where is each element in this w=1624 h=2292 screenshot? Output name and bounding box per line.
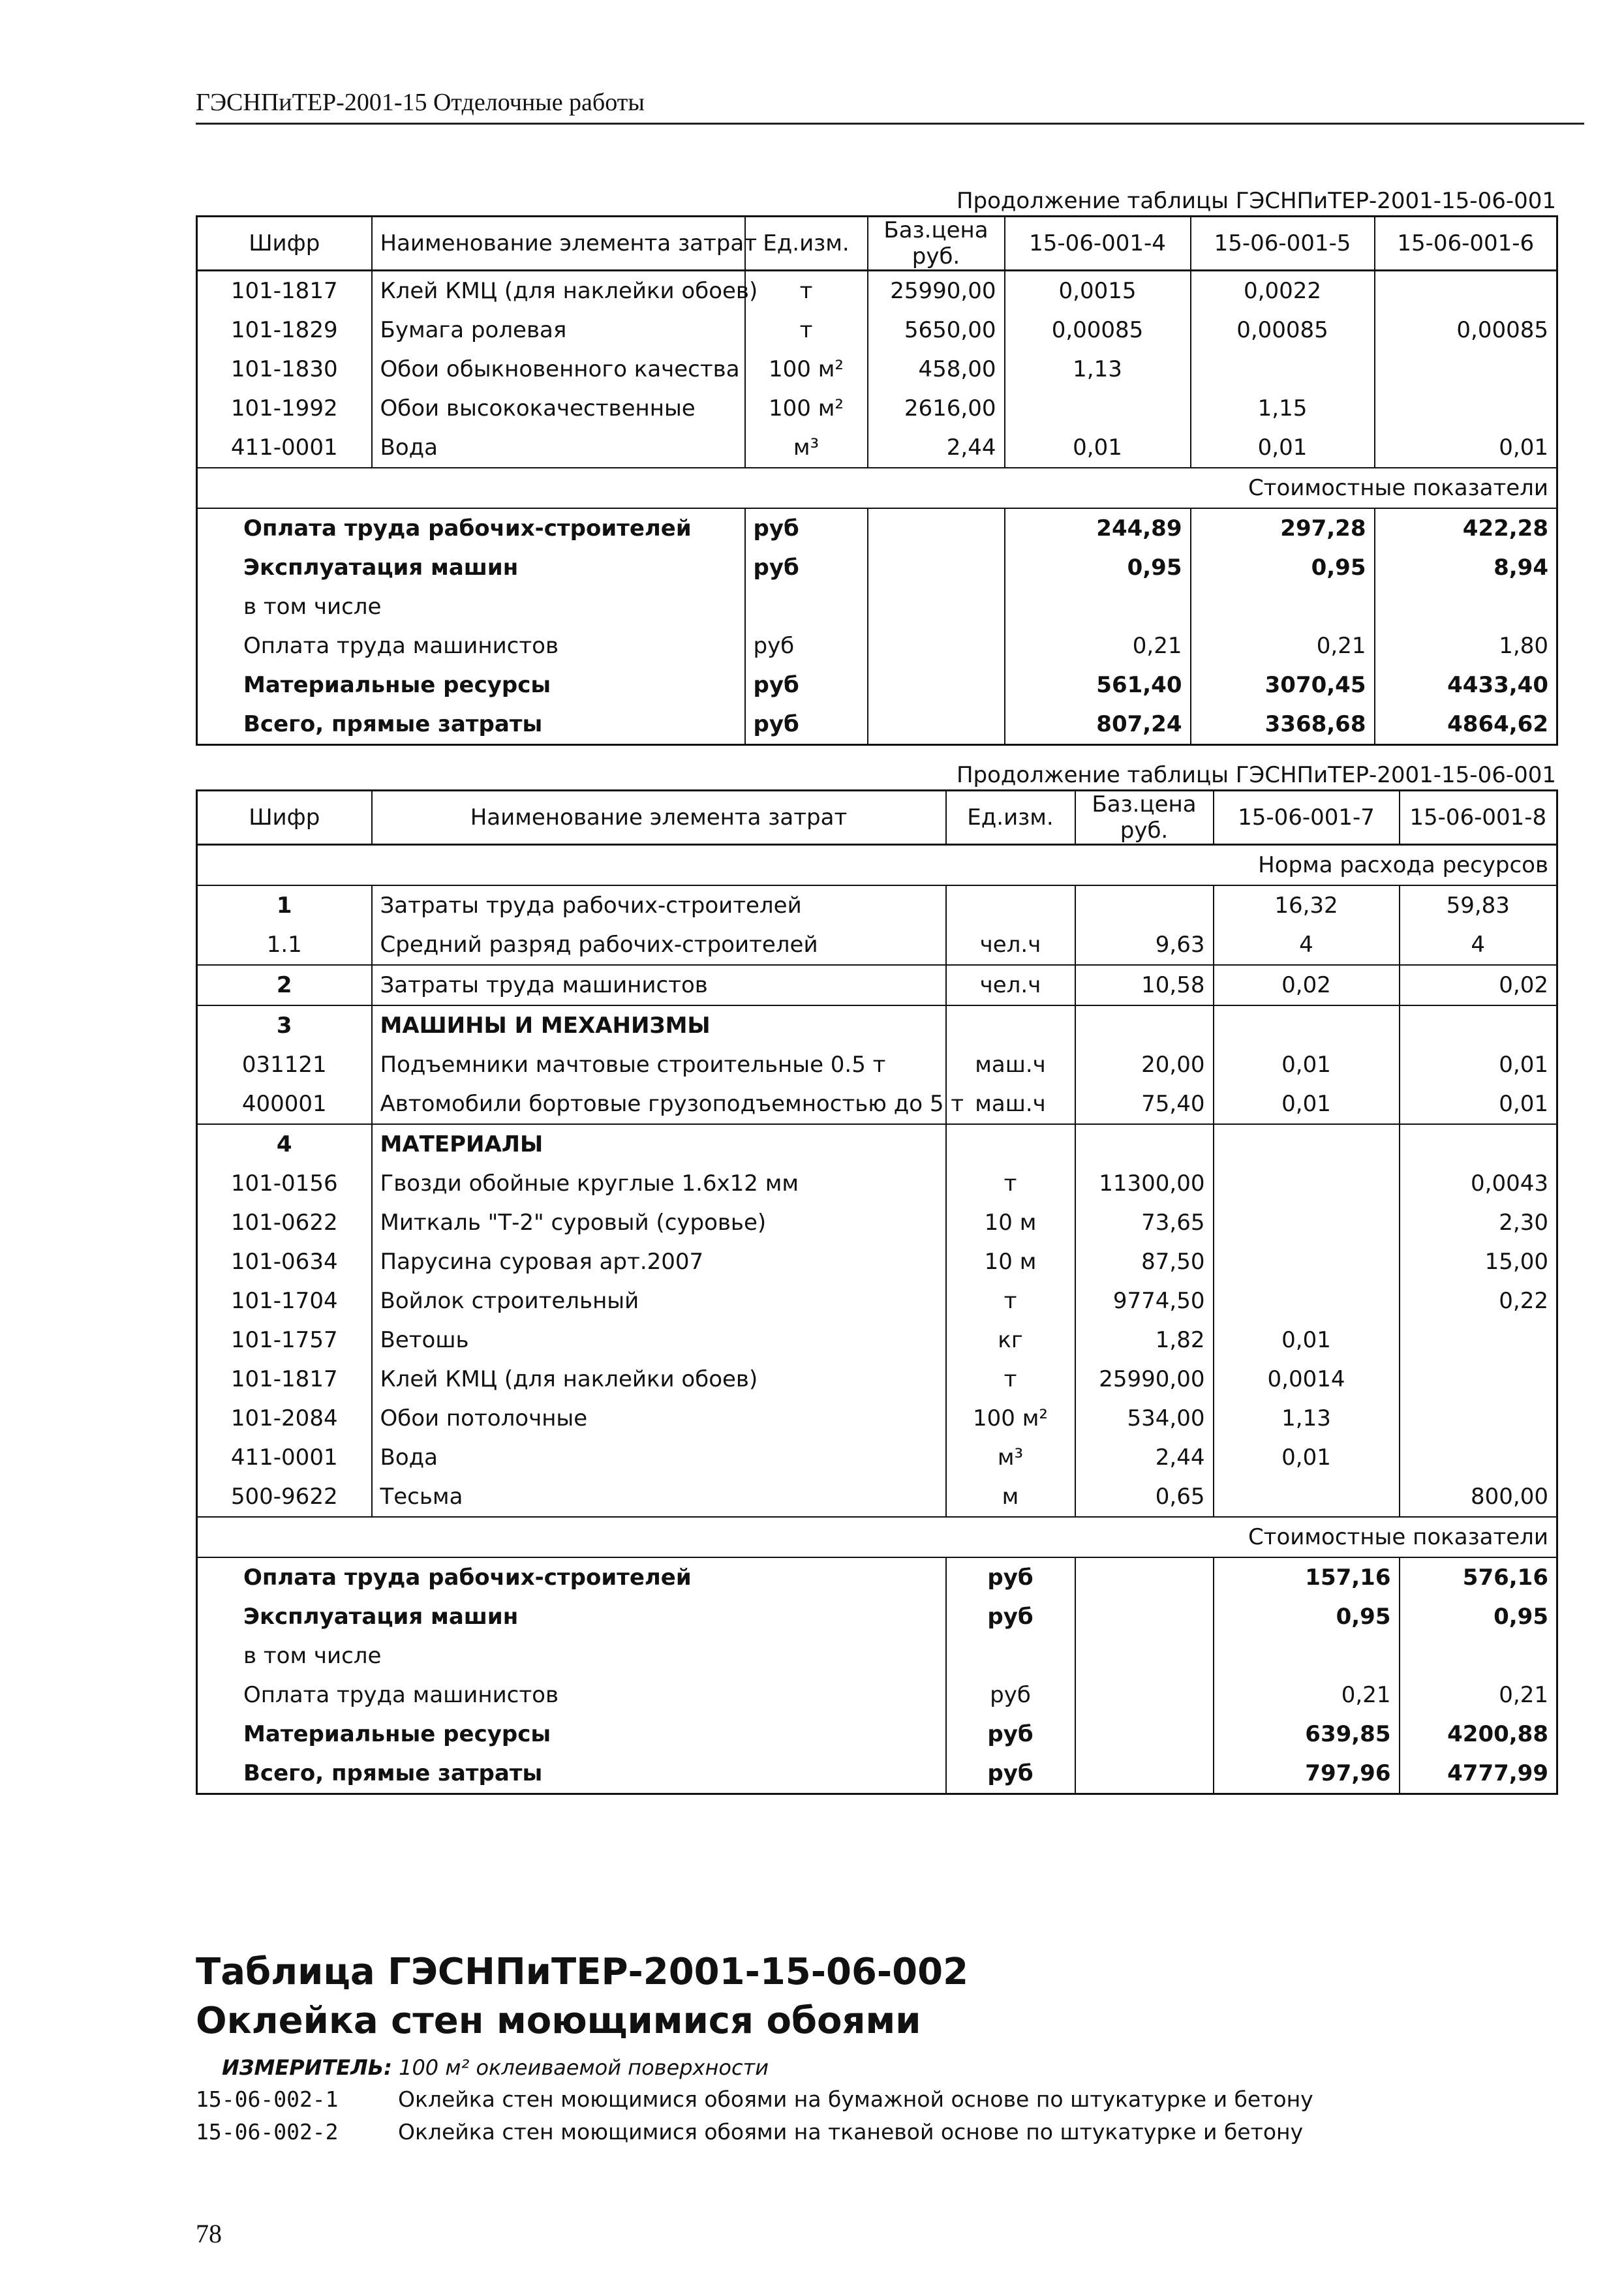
header-price: Баз.цена руб. [1075, 791, 1214, 845]
row-unit: т [946, 1164, 1075, 1203]
row-price: 9774,50 [1075, 1281, 1214, 1321]
row-unit: м³ [745, 428, 868, 468]
cost-row [197, 626, 1557, 665]
row-value: 0,01 [1499, 435, 1548, 461]
row-price: 75,40 [1075, 1084, 1214, 1124]
cost-value: 297,28 [1191, 508, 1375, 548]
cost-label: Эксплуатация машин [197, 1597, 946, 1636]
row-price: 0,65 [1075, 1477, 1214, 1517]
row-name: Тесьма [372, 1477, 946, 1517]
measure-label: ИЗМЕРИТЕЛЬ: [222, 2055, 392, 2080]
header-name: Наименование элемента затрат [372, 217, 745, 271]
table-row [197, 428, 1557, 468]
row-value: 0,01 [1214, 1084, 1400, 1124]
row-value: 0,0043 [1471, 1170, 1548, 1197]
row-unit: м [946, 1477, 1075, 1517]
norm-band-label: Норма расхода ресурсов [197, 845, 1557, 886]
cost-label: Всего, прямые затраты [197, 705, 745, 745]
table-row [197, 1124, 1557, 1164]
table-row [197, 1045, 1557, 1084]
table-row [197, 1164, 1557, 1203]
running-header: ГЭСНПиТЕР-2001-15 Отделочные работы [196, 89, 645, 116]
row-price: 25990,00 [868, 271, 1005, 311]
table1 [196, 215, 1558, 746]
row-price: 87,50 [1075, 1242, 1214, 1281]
row-unit: 100 м² [745, 350, 868, 389]
item-desc: Оклейка стен моющимися обоями на бумажной основе по штукатурке и бетону [398, 2086, 1313, 2112]
table-row [197, 1005, 1557, 1045]
row-value: 4 [1214, 925, 1400, 965]
cost-value: 0,95 [1191, 548, 1375, 587]
row-unit: маш.ч [946, 1045, 1075, 1084]
row-code: 1 [197, 885, 372, 925]
cost-value: 4433,40 [1447, 672, 1548, 698]
row-code: 101-2084 [197, 1399, 372, 1438]
row-price: 2616,00 [868, 389, 1005, 428]
table2 [196, 789, 1558, 1795]
row-price: 25990,00 [1075, 1360, 1214, 1399]
row-price: 2,44 [868, 428, 1005, 468]
cost-value: 4864,62 [1447, 711, 1548, 737]
row-name: Затраты труда машинистов [372, 965, 946, 1005]
row-code: 1.1 [197, 925, 372, 965]
header-col-4: 15-06-001-4 [1005, 217, 1191, 271]
row-code: 3 [197, 1005, 372, 1045]
row-unit: т [946, 1360, 1075, 1399]
norm-band-row [197, 845, 1557, 886]
cost-row [197, 1715, 1557, 1754]
cost-row [197, 587, 1557, 626]
row-price: 20,00 [1075, 1045, 1214, 1084]
cost-row [197, 1754, 1557, 1794]
row-price: 11300,00 [1075, 1164, 1214, 1203]
row-price: 2,44 [1075, 1438, 1214, 1477]
cost-label: Материальные ресурсы [197, 665, 745, 705]
table-row [197, 350, 1557, 389]
row-price [1075, 885, 1214, 925]
table-row [197, 965, 1557, 1005]
page-number: 78 [196, 2219, 222, 2248]
cost-row [197, 1557, 1557, 1597]
row-price: 5650,00 [868, 311, 1005, 350]
row-name: Ветошь [372, 1321, 946, 1360]
row-code: 101-1704 [197, 1281, 372, 1321]
cost-value: 797,96 [1214, 1754, 1400, 1794]
row-unit [946, 885, 1075, 925]
cost-value: 0,95 [1494, 1604, 1548, 1630]
row-value [1214, 1477, 1400, 1517]
row-name: Войлок строительный [372, 1281, 946, 1321]
cost-value: 0,95 [1214, 1597, 1400, 1636]
cost-value: 1,80 [1499, 633, 1548, 659]
row-value: 0,0022 [1191, 271, 1375, 311]
row-name: Обои потолочные [372, 1399, 946, 1438]
header-col-6: 15-06-001-6 [1375, 217, 1557, 271]
row-value: 59,83 [1446, 893, 1510, 919]
row-code: 101-0634 [197, 1242, 372, 1281]
row-value [1214, 1164, 1400, 1203]
row-unit: маш.ч [946, 1084, 1075, 1124]
row-unit: м³ [946, 1438, 1075, 1477]
row-unit: кг [946, 1321, 1075, 1360]
row-name: Бумага ролевая [372, 311, 745, 350]
row-value: 0,22 [1499, 1288, 1548, 1314]
cost-label: Всего, прямые затраты [197, 1754, 946, 1794]
row-value: 4 [1471, 932, 1486, 958]
row-value [1214, 1203, 1400, 1242]
row-unit: чел.ч [946, 965, 1075, 1005]
cost-unit: руб [745, 548, 868, 587]
item-code: 15-06-002-1 [196, 2086, 339, 2112]
row-unit: 100 м² [946, 1399, 1075, 1438]
cost-value: 0,21 [1191, 626, 1375, 665]
cost-row [197, 1675, 1557, 1715]
section-subtitle: Оклейка стен моющимися обоями [196, 2000, 921, 2042]
row-value: 0,01 [1499, 1091, 1548, 1117]
header-col-5: 15-06-001-5 [1191, 217, 1375, 271]
row-price: 1,82 [1075, 1321, 1214, 1360]
cost-label: в том числе [197, 587, 745, 626]
cost-label: Материальные ресурсы [197, 1715, 946, 1754]
row-name: Затраты труда рабочих-строителей [372, 885, 946, 925]
row-name: Миткаль "Т-2" суровый (суровье) [372, 1203, 946, 1242]
row-value [1214, 1281, 1400, 1321]
row-value: 1,13 [1214, 1399, 1400, 1438]
cost-value: 561,40 [1005, 665, 1191, 705]
table-row [197, 271, 1557, 311]
cost-label: Оплата труда рабочих-строителей [197, 1557, 946, 1597]
cost-unit: руб [946, 1675, 1075, 1715]
header-code: Шифр [197, 217, 372, 271]
row-name: Клей КМЦ (для наклейки обоев) [372, 271, 745, 311]
table2-continuation: Продолжение таблицы ГЭСНПиТЕР-2001-15-06-001 [956, 762, 1556, 788]
cost-value: 807,24 [1005, 705, 1191, 745]
row-name: Гвозди обойные круглые 1.6x12 мм [372, 1164, 946, 1203]
row-value: 0,01 [1214, 1438, 1400, 1477]
cost-value: 4777,99 [1447, 1760, 1548, 1786]
row-unit: 10 м [946, 1242, 1075, 1281]
header-col-8: 15-06-001-8 [1400, 791, 1557, 845]
header-code: Шифр [197, 791, 372, 845]
table-row [197, 1399, 1557, 1438]
row-name: Подъемники мачтовые строительные 0.5 т [372, 1045, 946, 1084]
table-row [197, 311, 1557, 350]
cost-label: Оплата труда машинистов [197, 626, 745, 665]
cost-row [197, 665, 1557, 705]
cost-unit: руб [946, 1715, 1075, 1754]
row-code: 031121 [197, 1045, 372, 1084]
row-value: 800,00 [1471, 1484, 1548, 1510]
table-row [197, 1477, 1557, 1517]
measure-value: 100 м² оклеиваемой поверхности [399, 2055, 769, 2080]
row-value: 16,32 [1214, 885, 1400, 925]
row-value [1400, 1321, 1557, 1360]
row-value: 0,02 [1400, 965, 1557, 1005]
cost-value: 0,95 [1005, 548, 1191, 587]
row-value: 15,00 [1484, 1249, 1548, 1275]
row-code: 400001 [197, 1084, 372, 1124]
table-row [197, 1438, 1557, 1477]
row-name: Обои высококачественные [372, 389, 745, 428]
cost-value: 0,21 [1214, 1675, 1400, 1715]
cost-band-row [197, 1517, 1557, 1557]
row-value [1214, 1242, 1400, 1281]
row-code: 411-0001 [197, 428, 372, 468]
row-price: 458,00 [868, 350, 1005, 389]
table-row [197, 1281, 1557, 1321]
row-name: Парусина суровая арт.2007 [372, 1242, 946, 1281]
cost-row [197, 508, 1557, 548]
row-value [1375, 350, 1557, 389]
row-price: 10,58 [1075, 965, 1214, 1005]
row-value: 2,30 [1499, 1210, 1548, 1236]
cost-unit: руб [946, 1754, 1075, 1794]
row-code: 411-0001 [197, 1438, 372, 1477]
table-row [197, 1084, 1557, 1124]
header-unit: Ед.изм. [745, 217, 868, 271]
row-unit: т [946, 1281, 1075, 1321]
row-price: 73,65 [1075, 1203, 1214, 1242]
cost-value: 244,89 [1005, 508, 1191, 548]
row-value: 1,15 [1191, 389, 1375, 428]
table2-header-row [197, 791, 1557, 845]
cost-row [197, 548, 1557, 587]
row-code: 101-0156 [197, 1164, 372, 1203]
row-unit: 100 м² [745, 389, 868, 428]
row-value: 0,0014 [1214, 1360, 1400, 1399]
row-code: 101-1830 [197, 350, 372, 389]
cost-band-label: Стоимостные показатели [197, 1517, 1557, 1557]
measure-line [222, 2055, 769, 2080]
row-code: 4 [197, 1124, 372, 1164]
cost-unit: руб [745, 665, 868, 705]
table-row [197, 389, 1557, 428]
row-value [1400, 1399, 1557, 1438]
cost-label: Эксплуатация машин [197, 548, 745, 587]
row-value [1400, 1360, 1557, 1399]
row-code: 101-1817 [197, 1360, 372, 1399]
cost-row [197, 1597, 1557, 1636]
row-code: 101-1829 [197, 311, 372, 350]
cost-unit: руб [745, 626, 868, 665]
row-price: 534,00 [1075, 1399, 1214, 1438]
row-name: МАТЕРИАЛЫ [372, 1124, 946, 1164]
row-name: Автомобили бортовые грузоподъемностью до 5 т [372, 1084, 946, 1124]
row-name: Вода [372, 428, 745, 468]
cost-unit: руб [946, 1597, 1075, 1636]
row-value: 0,01 [1191, 428, 1375, 468]
cost-band-row [197, 468, 1557, 508]
row-value [1400, 1438, 1557, 1477]
row-value [1375, 389, 1557, 428]
row-code: 2 [197, 965, 372, 1005]
cost-value: 0,21 [1005, 626, 1191, 665]
row-code: 500-9622 [197, 1477, 372, 1517]
row-unit: чел.ч [946, 925, 1075, 965]
header-unit: Ед.изм. [946, 791, 1075, 845]
cost-value: 0,21 [1499, 1682, 1548, 1708]
cost-value: 3070,45 [1191, 665, 1375, 705]
row-unit: 10 м [946, 1203, 1075, 1242]
row-code: 101-0622 [197, 1203, 372, 1242]
header-col-7: 15-06-001-7 [1214, 791, 1400, 845]
row-value: 0,00085 [1191, 311, 1375, 350]
row-name: МАШИНЫ И МЕХАНИЗМЫ [372, 1005, 946, 1045]
table-row [197, 1321, 1557, 1360]
row-value [1005, 389, 1191, 428]
cost-unit: руб [745, 508, 868, 548]
cost-value: 576,16 [1462, 1565, 1548, 1591]
table-row [197, 1242, 1557, 1281]
row-value [1375, 271, 1557, 311]
header-name: Наименование элемента затрат [372, 791, 946, 845]
table-row [197, 885, 1557, 925]
row-value [1191, 350, 1375, 389]
table-row [197, 925, 1557, 965]
cost-label: в том числе [197, 1636, 946, 1675]
table1-continuation: Продолжение таблицы ГЭСНПиТЕР-2001-15-06-001 [956, 188, 1556, 214]
row-price: 9,63 [1075, 925, 1214, 965]
row-value: 0,00085 [1005, 311, 1191, 350]
row-code: 101-1757 [197, 1321, 372, 1360]
row-name: Обои обыкновенного качества [372, 350, 745, 389]
row-unit: т [745, 311, 868, 350]
row-value: 0,00085 [1456, 317, 1548, 343]
header-rule [196, 123, 1584, 125]
cost-label: Оплата труда машинистов [197, 1675, 946, 1715]
cost-value: 422,28 [1462, 515, 1548, 542]
row-value: 0,01 [1214, 1321, 1400, 1360]
cost-value: 639,85 [1214, 1715, 1400, 1754]
cost-row [197, 1636, 1557, 1675]
cost-row [197, 705, 1557, 745]
cost-unit: руб [745, 705, 868, 745]
row-value: 0,01 [1005, 428, 1191, 468]
row-code: 101-1992 [197, 389, 372, 428]
row-name: Клей КМЦ (для наклейки обоев) [372, 1360, 946, 1399]
cost-band-label: Стоимостные показатели [197, 468, 1557, 508]
row-value: 0,02 [1214, 965, 1400, 1005]
item-code: 15-06-002-2 [196, 2119, 339, 2145]
table1-header-row [197, 217, 1557, 271]
row-code: 101-1817 [197, 271, 372, 311]
row-value: 0,01 [1214, 1045, 1400, 1084]
row-value: 0,0015 [1005, 271, 1191, 311]
header-price: Баз.цена руб. [868, 217, 1005, 271]
row-name: Средний разряд рабочих-строителей [372, 925, 946, 965]
cost-value: 157,16 [1214, 1557, 1400, 1597]
cost-unit: руб [946, 1557, 1075, 1597]
row-unit: т [745, 271, 868, 311]
row-value: 0,01 [1499, 1052, 1548, 1078]
table-row [197, 1360, 1557, 1399]
table-row [197, 1203, 1557, 1242]
row-name: Вода [372, 1438, 946, 1477]
cost-value: 4200,88 [1447, 1721, 1548, 1747]
item-desc: Оклейка стен моющимися обоями на тканевой основе по штукатурке и бетону [398, 2119, 1304, 2145]
cost-value: 8,94 [1494, 555, 1548, 581]
cost-value: 3368,68 [1191, 705, 1375, 745]
cost-label: Оплата труда рабочих-строителей [197, 508, 745, 548]
row-value: 1,13 [1005, 350, 1191, 389]
section-title: Таблица ГЭСНПиТЕР-2001-15-06-002 [196, 1951, 969, 1993]
